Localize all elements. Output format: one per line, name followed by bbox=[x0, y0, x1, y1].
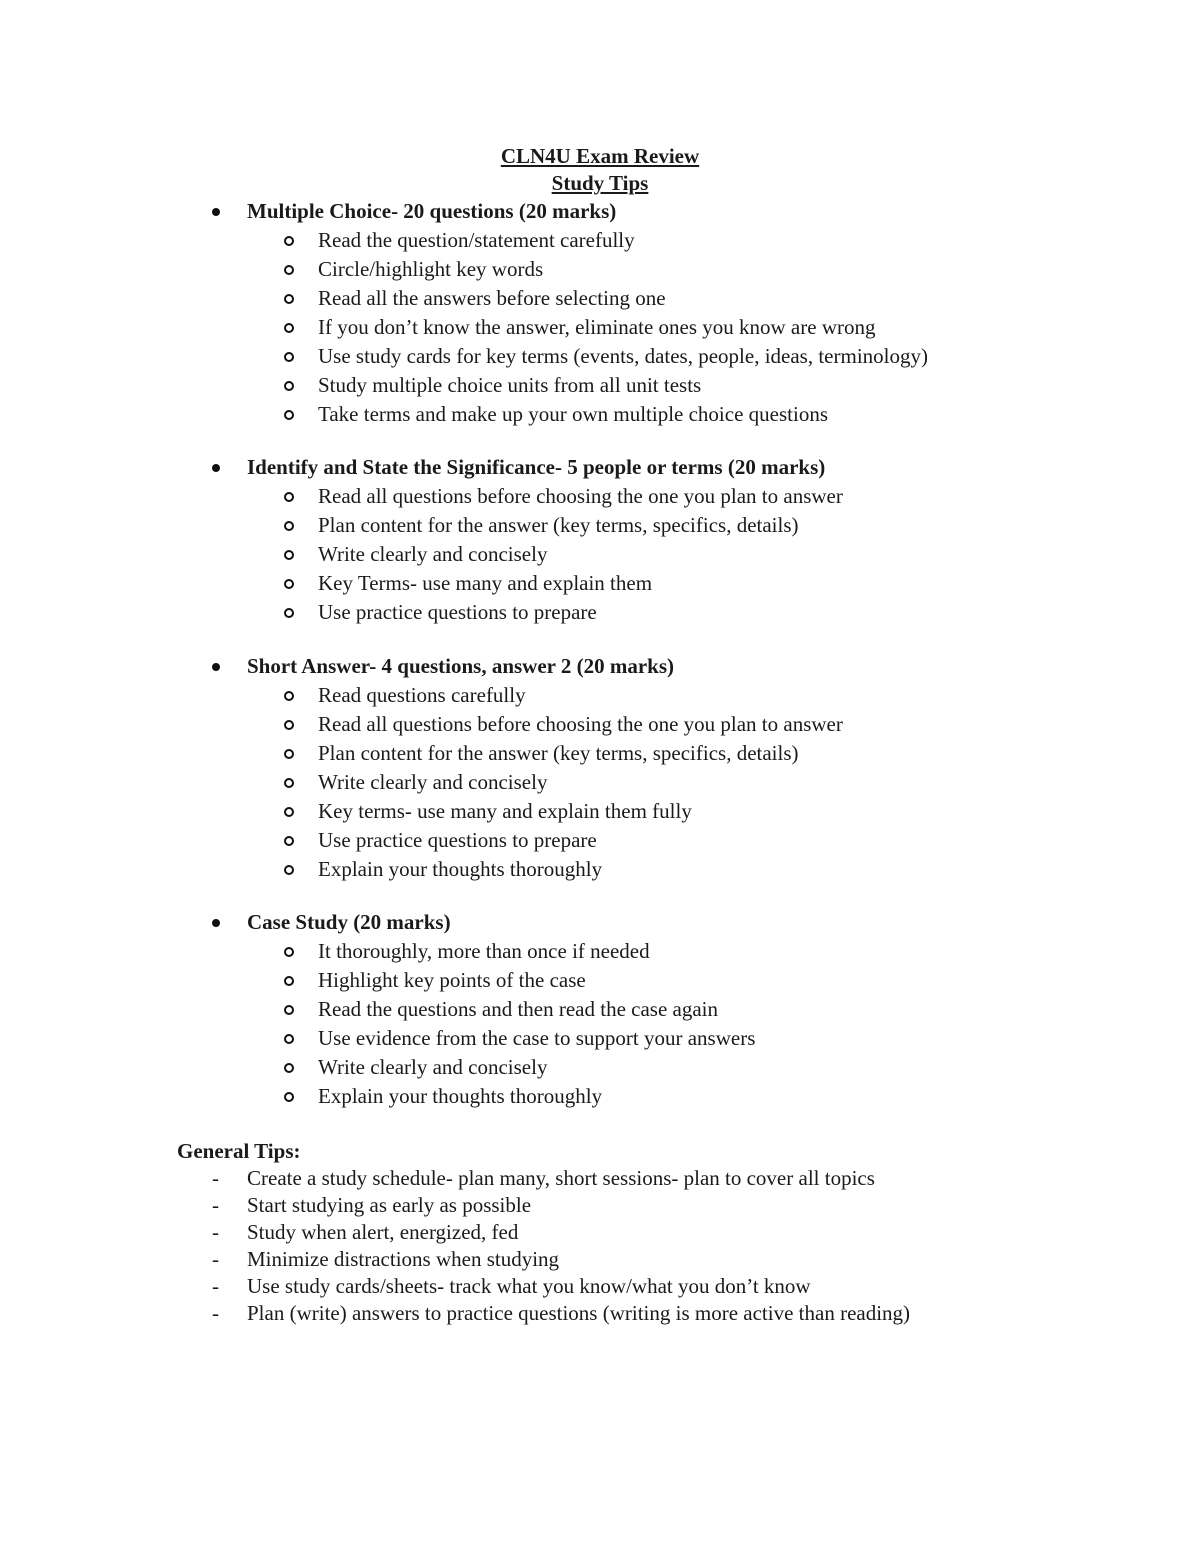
hollow-circle-bullet-icon bbox=[284, 976, 294, 986]
hollow-circle-bullet-icon bbox=[284, 720, 294, 730]
list-item bbox=[0, 482, 1200, 511]
list-item bbox=[0, 284, 1200, 313]
dash-bullet-icon: - bbox=[212, 1193, 219, 1217]
list-item-text: Circle/highlight key words bbox=[318, 257, 544, 281]
list-item-text: Take terms and make up your own multiple choice questions bbox=[318, 402, 828, 426]
list-item bbox=[0, 569, 1200, 598]
hollow-circle-bullet-icon bbox=[284, 410, 294, 420]
list-item-text: Read all questions before choosing the one you plan to answer bbox=[318, 712, 843, 736]
list-item bbox=[0, 1165, 1200, 1192]
list-item-text: Use study cards for key terms (events, dates, people, ideas, terminology) bbox=[318, 344, 928, 368]
list-item bbox=[0, 342, 1200, 371]
document-title: CLN4U Exam Review bbox=[500, 144, 700, 168]
hollow-circle-bullet-icon bbox=[284, 865, 294, 875]
hollow-circle-bullet-icon bbox=[284, 807, 294, 817]
dash-bullet-icon: - bbox=[212, 1166, 219, 1190]
hollow-circle-bullet-icon bbox=[284, 608, 294, 618]
list-item bbox=[0, 313, 1200, 342]
hollow-circle-bullet-icon bbox=[284, 836, 294, 846]
section-heading-text: Multiple Choice- 20 questions (20 marks) bbox=[247, 199, 617, 223]
list-item bbox=[0, 1024, 1200, 1053]
dash-bullet-icon: - bbox=[212, 1220, 219, 1244]
hollow-circle-bullet-icon bbox=[284, 1092, 294, 1102]
hollow-circle-bullet-icon bbox=[284, 521, 294, 531]
list-item-text: If you don’t know the answer, eliminate ones you know are wrong bbox=[318, 315, 876, 339]
list-item-text: Write clearly and concisely bbox=[318, 1055, 548, 1079]
general-tips-heading-text: General Tips: bbox=[177, 1139, 301, 1163]
list-item bbox=[0, 1273, 1200, 1300]
list-item bbox=[0, 1053, 1200, 1082]
list-item-text: Use practice questions to prepare bbox=[318, 828, 597, 852]
list-item-text: Create a study schedule- plan many, short sessions- plan to cover all topics bbox=[247, 1166, 875, 1190]
hollow-circle-bullet-icon bbox=[284, 579, 294, 589]
section-short-answer bbox=[0, 652, 1200, 884]
list-item-text: Read questions carefully bbox=[318, 683, 526, 707]
list-item bbox=[0, 797, 1200, 826]
list-item bbox=[0, 1300, 1200, 1327]
list-item bbox=[0, 739, 1200, 768]
title-block bbox=[0, 143, 1200, 197]
list-item-text: Read all questions before choosing the one you plan to answer bbox=[318, 484, 843, 508]
hollow-circle-bullet-icon bbox=[284, 352, 294, 362]
list-item-text: Minimize distractions when studying bbox=[247, 1247, 560, 1271]
list-item bbox=[0, 966, 1200, 995]
list-item-text: Use study cards/sheets- track what you know/what you don’t know bbox=[247, 1274, 811, 1298]
hollow-circle-bullet-icon bbox=[284, 1005, 294, 1015]
list-item-text: Explain your thoughts thoroughly bbox=[318, 857, 603, 881]
hollow-circle-bullet-icon bbox=[284, 1063, 294, 1073]
list-item-text: Key Terms- use many and explain them bbox=[318, 571, 653, 595]
list-item bbox=[0, 681, 1200, 710]
bullet-icon bbox=[212, 663, 220, 671]
list-item-text: It thoroughly, more than once if needed bbox=[318, 939, 650, 963]
document-subtitle: Study Tips bbox=[551, 171, 649, 195]
hollow-circle-bullet-icon bbox=[284, 236, 294, 246]
list-item bbox=[0, 1246, 1200, 1273]
list-item bbox=[0, 540, 1200, 569]
list-item bbox=[0, 1082, 1200, 1111]
bullet-icon bbox=[212, 208, 220, 216]
hollow-circle-bullet-icon bbox=[284, 323, 294, 333]
list-item-text: Write clearly and concisely bbox=[318, 770, 548, 794]
section-heading-text: Short Answer- 4 questions, answer 2 (20 marks) bbox=[247, 654, 675, 678]
list-item-text: Use evidence from the case to support your answers bbox=[318, 1026, 756, 1050]
hollow-circle-bullet-icon bbox=[284, 749, 294, 759]
list-item bbox=[0, 400, 1200, 429]
list-item bbox=[0, 710, 1200, 739]
list-item-text: Highlight key points of the case bbox=[318, 968, 586, 992]
hollow-circle-bullet-icon bbox=[284, 381, 294, 391]
section-heading-text: Identify and State the Significance- 5 people or terms (20 marks) bbox=[247, 455, 826, 479]
list-item-text: Key terms- use many and explain them fully bbox=[318, 799, 692, 823]
hollow-circle-bullet-icon bbox=[284, 778, 294, 788]
list-item bbox=[0, 1192, 1200, 1219]
list-item bbox=[0, 371, 1200, 400]
list-item-text: Write clearly and concisely bbox=[318, 542, 548, 566]
list-item-text: Read the questions and then read the case again bbox=[318, 997, 719, 1021]
section-heading bbox=[0, 908, 1200, 937]
bullet-icon bbox=[212, 464, 220, 472]
list-item-text: Read all the answers before selecting one bbox=[318, 286, 666, 310]
hollow-circle-bullet-icon bbox=[284, 550, 294, 560]
list-item bbox=[0, 937, 1200, 966]
list-item-text: Plan content for the answer (key terms, specifics, details) bbox=[318, 741, 799, 765]
list-item bbox=[0, 768, 1200, 797]
list-item-text: Start studying as early as possible bbox=[247, 1193, 532, 1217]
list-item bbox=[0, 255, 1200, 284]
section-identify-significance bbox=[0, 453, 1200, 627]
list-item bbox=[0, 226, 1200, 255]
list-item bbox=[0, 511, 1200, 540]
list-item bbox=[0, 826, 1200, 855]
list-item-text: Study multiple choice units from all unit tests bbox=[318, 373, 702, 397]
dash-bullet-icon: - bbox=[212, 1247, 219, 1271]
list-item bbox=[0, 1219, 1200, 1246]
section-case-study bbox=[0, 908, 1200, 1111]
section-heading bbox=[0, 197, 1200, 226]
bullet-icon bbox=[212, 919, 220, 927]
list-item-text: Read the question/statement carefully bbox=[318, 228, 635, 252]
hollow-circle-bullet-icon bbox=[284, 265, 294, 275]
hollow-circle-bullet-icon bbox=[284, 691, 294, 701]
hollow-circle-bullet-icon bbox=[284, 1034, 294, 1044]
list-item-text: Explain your thoughts thoroughly bbox=[318, 1084, 603, 1108]
section-general-tips bbox=[0, 1138, 1200, 1327]
section-heading bbox=[0, 453, 1200, 482]
list-item bbox=[0, 598, 1200, 627]
list-item bbox=[0, 995, 1200, 1024]
list-item bbox=[0, 855, 1200, 884]
list-item-text: Plan content for the answer (key terms, specifics, details) bbox=[318, 513, 799, 537]
list-item-text: Use practice questions to prepare bbox=[318, 600, 597, 624]
list-item-text: Plan (write) answers to practice questions (writing is more active than reading) bbox=[247, 1301, 911, 1325]
hollow-circle-bullet-icon bbox=[284, 947, 294, 957]
hollow-circle-bullet-icon bbox=[284, 492, 294, 502]
section-heading bbox=[0, 652, 1200, 681]
list-item-text: Study when alert, energized, fed bbox=[247, 1220, 519, 1244]
hollow-circle-bullet-icon bbox=[284, 294, 294, 304]
section-multiple-choice bbox=[0, 197, 1200, 429]
general-tips-heading bbox=[0, 1138, 1200, 1165]
dash-bullet-icon: - bbox=[212, 1301, 219, 1325]
dash-bullet-icon: - bbox=[212, 1274, 219, 1298]
section-heading-text: Case Study (20 marks) bbox=[247, 910, 451, 934]
